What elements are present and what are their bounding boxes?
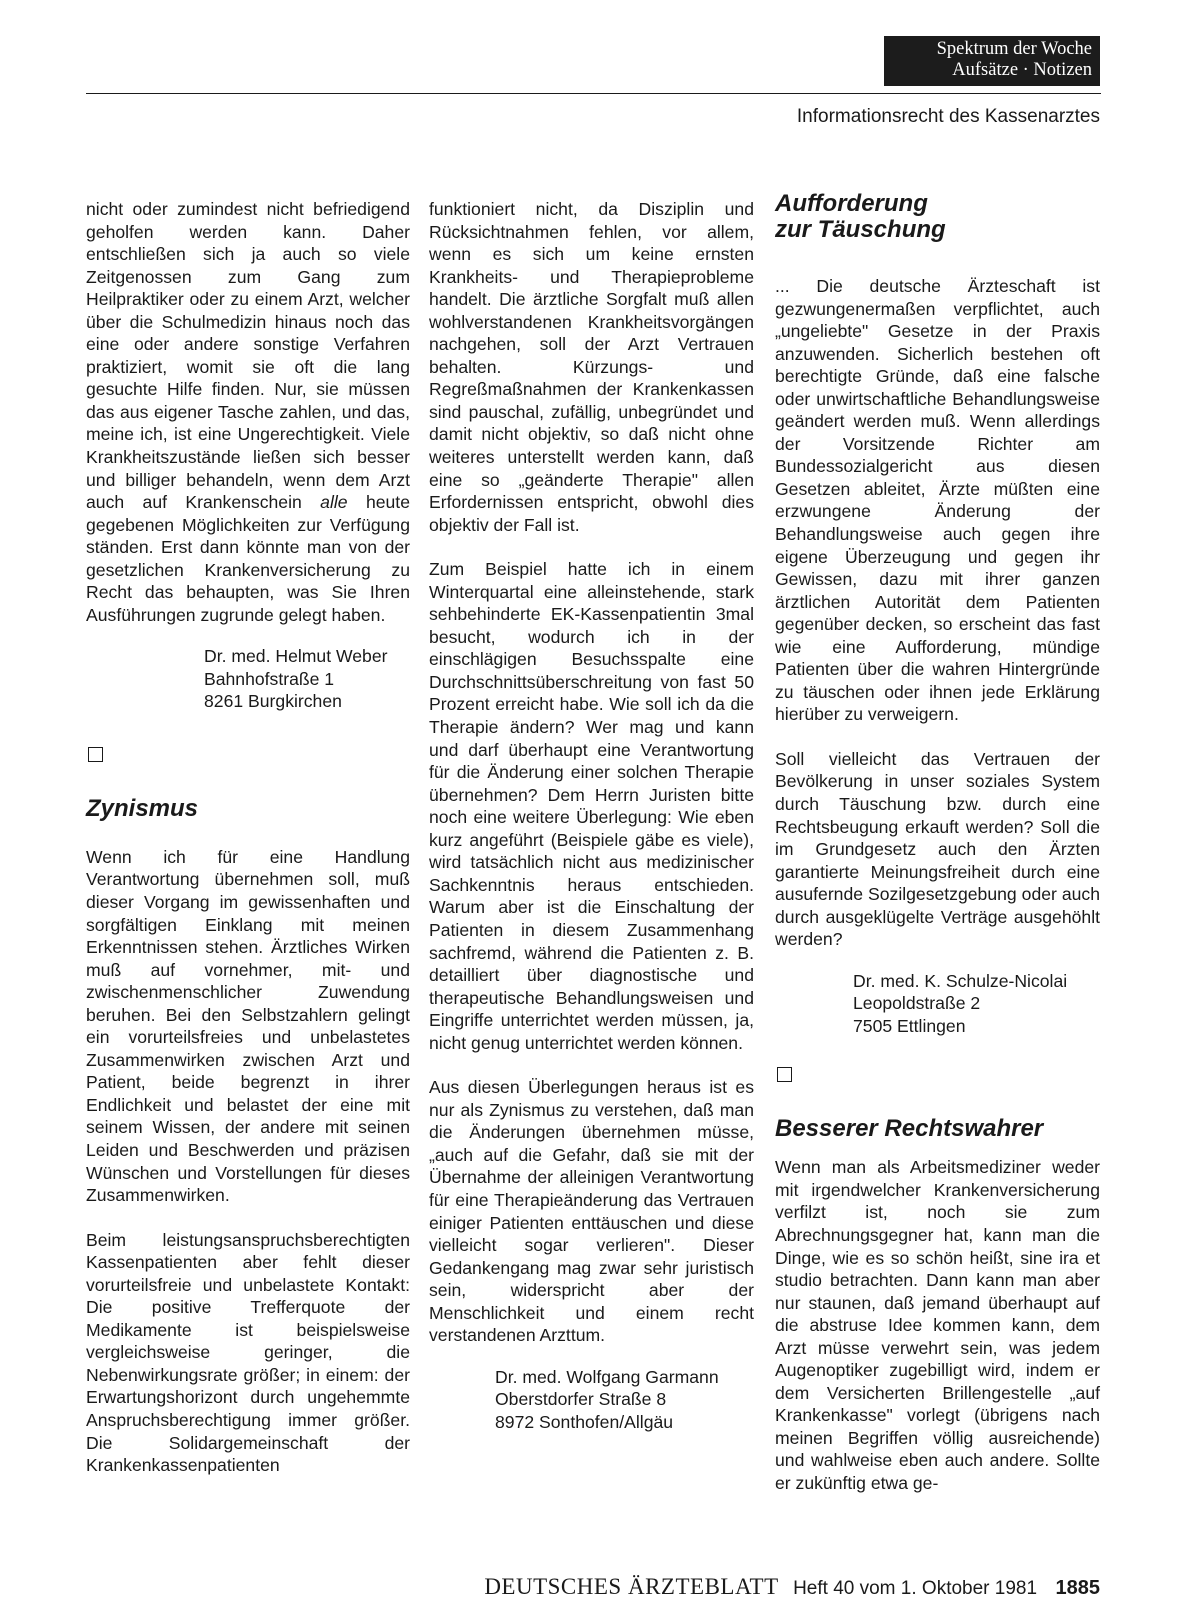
signature-city: 8261 Burgkirchen: [204, 691, 342, 712]
signature-name: Dr. med. Wolfgang Garmann: [495, 1366, 719, 1387]
end-of-letter-box: [88, 747, 103, 762]
letter-heading: Zynismus: [86, 794, 199, 822]
paragraph: Zum Beispiel hatte ich in einem Winterquartal eine alleinstehende, stark sehbehinderte EK-Kassenpatientin 3mal besucht, wodurch ich in der einschlägigen Besuchsspalte eine Durchschnittsüberschreitung von fast 50 Prozent erreicht habe. Wie soll ich da die Therapie ändern? Wer mag und kann und darf überhaupt eine Verantwortung für die Änderung einer solchen Therapie übernehmen? Dem Herrn Juristen bitte noch eine weitere Überlegung: Wie eben kurz angeführt (Beispiele gäbe es viele), wird tatsächlich nicht aus medizinischer Sachkenntnis heraus entschieden. Warum aber ist die Einschaltung der Patienten in diesem Zusammenhang sachfremd, während die Patienten z. B. detailliert über diagnostische und therapeutische Behandlungsweisen und Eingriffe unterrichtet werden müssen, ja, nicht genug unterrichtet werden können.: [429, 559, 754, 1053]
journal-title: DEUTSCHES ÄRZTEBLATT: [484, 1574, 779, 1599]
paragraph: Soll vielleicht das Vertrauen der Bevölkerung in unser soziales System durch Täuschung bzw. durch eine Rechtsbeugung erkauft werden? Soll die im Grundgesetz auch den Ärzten garantierte Meinungsfreiheit durch eine ausufernde Sozilgesetzgebung oder auch durch ausgeklügelte Verträge ausgehöhlt werden?: [775, 748, 1100, 950]
paragraph: Wenn ich für eine Handlung Verantwortung übernehmen soll, muß dieser Vorgang im gewissenhaften und sorgfältigen Einklang mit meinen Erkenntnissen stehen. Ärztliches Wirken muß auf vornehmer, mit- und zwischenmenschlicher Zuwendung beruhen. Bei den Selbstzahlern gelingt ein vorurteilsfreies und unbelastetes Zusammenwirken zwischen Arzt und Patient, beide begrenzt in ihrer Endlichkeit und belastet der eine mit seinem Wissen, der andere mit seinen Leiden und Beschwerden und präzisen Wünschen und Vorstellungen für dieses Zusammenwirken.: [86, 846, 410, 1206]
issue-info: Heft 40 vom 1. Oktober 1981: [793, 1578, 1038, 1599]
letter-signature: [86, 645, 410, 713]
paragraph: ... Die deutsche Ärzteschaft ist gezwungenermaßen verpflichtet, auch „ungeliebte" Gesetze in der Praxis anzuwenden. Sicherlich bestehen oft berechtigte Gründe, daß eine falsche oder unwirtschaftliche Behandlungsweise geändert werden muß. Wenn allerdings der Vorsitzende Richter am Bundessozialgericht aus diesen Gesetzen ableitet, Ärzte müßten eine erzwungene Änderung der Behandlungsweise auch gegen ihre eigene Überzeugung und gegen ihr Gewissen, dazu mit ihrer ganzen ärztlichen Autorität dem Patienten gegenüber decken, so erscheint das fast wie eine Aufforderung, mündige Patienten über die wahren Hintergründe zu täuschen oder ihnen jede Erklärung hierüber zu verweigern.: [775, 276, 1100, 725]
paragraph: nicht oder zumindest nicht befriedigend geholfen werden kann. Daher entschließen sich ja auch so viele Zeitgenossen zum Gang zum Heilpraktiker oder zu einem Arzt, welcher über die Schulmedizin hinaus noch das eine oder andere sonstige Verfahren praktiziert, womit sie oft die lang gesuchte Hilfe finden. Nur, sie müssen das aus eigener Tasche zahlen, und das, meine ich, ist eine Ungerechtigkeit. Viele Krankheitszustände ließen sich besser und billiger behandeln, wenn dem Arzt auch auf Krankenschein alle heute gegebenen Möglichkeiten zur Verfügung ständen. Erst dann könnte man von der gesetzlichen Krankenversicherung zu Recht das behaupten, was Sie Ihren Ausführungen zugrunde gelegt haben.: [86, 199, 410, 625]
header-rule: [86, 93, 1101, 94]
section-label-secondary: Aufsätze · Notizen: [952, 60, 1092, 80]
page-number: 1885: [1055, 1577, 1100, 1599]
paragraph: Beim leistungsanspruchsberechtigten Kassenpatienten aber fehlt dieser vorurteilsfreie und unbelastete Kontakt: Die positive Trefferquote der Medikamente ist beispielsweise vergleichsweise geringer, die Nebenwirkungsrate größer; in einem: der Erwartungshorizont durch ungehemmte Anspruchsberechtigung immer größer. Die Solidargemeinschaft der Krankenkassenpatienten: [86, 1229, 410, 1476]
signature-street: Oberstdorfer Straße 8: [495, 1389, 667, 1410]
signature-city: 7505 Ettlingen: [853, 1015, 966, 1036]
signature-street: Leopoldstraße 2: [853, 993, 981, 1014]
section-label-primary: Spektrum der Woche: [936, 39, 1092, 59]
column-middle: [429, 198, 754, 1433]
column-left: [86, 198, 410, 1477]
section-badge: [884, 36, 1100, 86]
paragraph: Wenn man als Arbeitsmediziner weder mit irgendwelcher Krankenversicherung verfilzt ist, noch sie zum Abrechnungsgegner hat, kann man die Dinge, wie es so schön heißt, sine ira et studio betrachten. Dann kann man aber nur staunen, daß jemand überhaupt auf die abstruse Idee kommen kann, dem Arzt müsse verwehrt sein, was jedem Augenoptiker zugebilligt wird, indem er dem Versicherten Brillengestelle „auf Krankenkasse" vorlegt (übrigens nach meinen Begriffen völlig ausreichende) und wahlweise eben auch andere. Sollte er zukünftig etwa ge-: [775, 1157, 1100, 1494]
signature-street: Bahnhofstraße 1: [204, 668, 335, 689]
signature-name: Dr. med. K. Schulze-Nicolai: [853, 970, 1068, 991]
letter-heading: Aufforderung zur Täuschung: [775, 190, 946, 243]
emphasis: alle: [320, 492, 348, 513]
signature-name: Dr. med. Helmut Weber: [204, 646, 388, 667]
letter-heading: Besserer Rechtswahrer: [775, 1115, 1044, 1143]
letter-signature: [429, 1366, 754, 1434]
paragraph: Aus diesen Überlegungen heraus ist es nur als Zynismus zu verstehen, daß man die Änderungen übernehmen müsse, „auch auf die Gefahr, daß sie mit der Übernahme der alleinigen Verantwortung für eine Therapieänderung das Vertrauen einiger Patienten enttäuschen und diese vielleicht sogar verlieren". Dieser Gedankengang mag zwar sehr juristisch sein, widerspricht aber der Menschlichkeit und einem recht verstandenen Arzttum.: [429, 1077, 754, 1346]
end-of-letter-box: [777, 1067, 792, 1082]
page-footer: [0, 1574, 1100, 1600]
letter-signature: [775, 970, 1100, 1038]
signature-city: 8972 Sonthofen/Allgäu: [495, 1411, 674, 1432]
article-topic: Informationsrecht des Kassenarztes: [796, 106, 1100, 127]
column-right: [775, 190, 1100, 1495]
paragraph: funktioniert nicht, da Disziplin und Rücksichtnahmen fehlen, vor allem, wenn es sich um keine ernsten Krankheits- und Therapieprobleme handelt. Die ärztliche Sorgfalt muß allen wohlverstandenen Krankheitsvorgängen nachgehen, soll der Arzt Vertrauen behalten. Kürzungs- und Regreßmaßnahmen der Krankenkassen sind pauschal, zufällig, unbegründet und damit nicht objektiv, so daß nicht ohne weiteres unterstellt werden kann, daß eine so „geänderte Therapie" allen Erfordernissen entspricht, obwohl dies objektiv der Fall ist.: [429, 199, 754, 535]
